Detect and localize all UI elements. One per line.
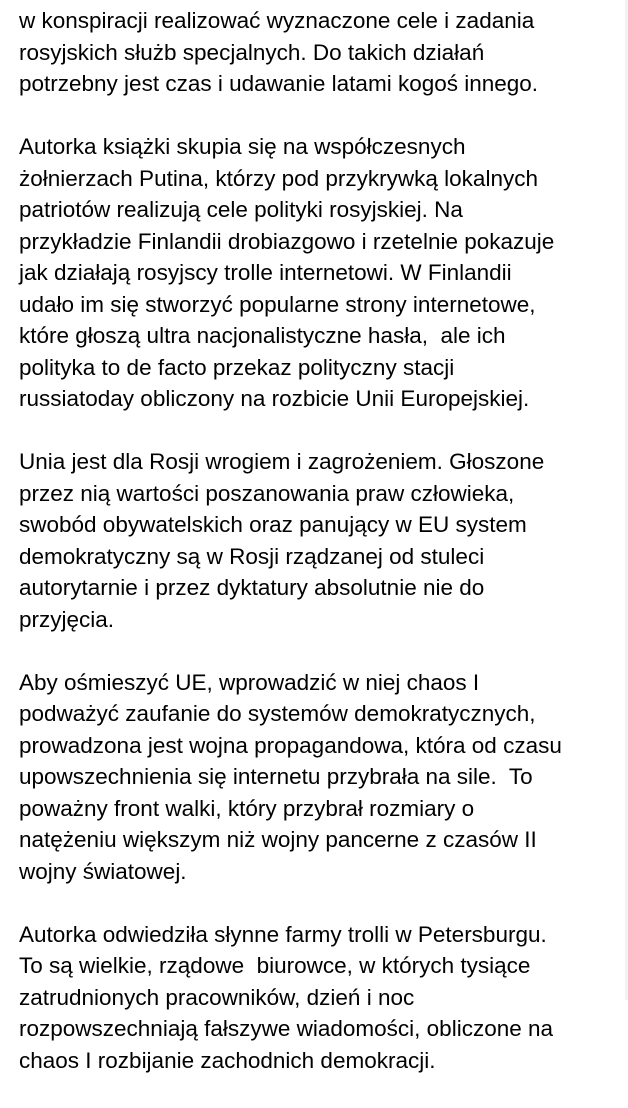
paragraph-eu — [19, 446, 619, 635]
paragraph-intro — [19, 5, 619, 100]
paragraph-propaganda — [19, 667, 619, 888]
text-line: w konspiracji realizować wyznaczone cele i zadania — [19, 8, 535, 33]
text-line: rosyjskich służb specjalnych. Do takich działań — [19, 39, 485, 65]
text-line: Autorka odwiedziła słynne farmy trolli w Petersburgu. — [19, 921, 547, 947]
text-line: poważny front walki, który przybrał rozmiary o — [19, 795, 475, 821]
text-line: autorytarnie i przez dyktatury absolutnie nie do — [19, 575, 485, 600]
text-line: Autorka książki skupia się na współczesnych — [19, 134, 466, 159]
text-line: demokratyczny są w Rosji rządzanej od stuleci — [19, 543, 485, 569]
text-line: rozpowszechniają fałszywe wiadomości, obliczone na — [19, 1016, 554, 1041]
text-line: przez nią wartości poszanowania praw człowieka, — [19, 480, 515, 506]
text-line: przyjęcia. — [19, 606, 115, 632]
text-line: patriotów realizują cele polityki rosyjskiej. Na — [19, 197, 463, 222]
text-line: prowadzona jest wojna propagandowa, która od czasu — [19, 732, 562, 758]
text-line: chaos I rozbijanie zachodnich demokracji. — [19, 1047, 436, 1073]
text-line: żołnierzach Putina, którzy pod przykrywką lokalnych — [19, 165, 538, 191]
text-line: potrzebny jest czas i udawanie latami kogoś innego. — [19, 71, 539, 96]
paragraph-troll-farms — [19, 919, 619, 1077]
text-line: Unia jest dla Rosji wrogiem i zagrożeniem. Głoszone — [19, 449, 545, 474]
text-line: swobód obywatelskich oraz panujący w EU system — [19, 512, 527, 537]
text-line: przykładzie Finlandii drobiazgowo i rzetelnie pokazuje — [19, 228, 555, 254]
text-line: jak działają rosyjscy trolle internetowi. W Finlandii — [19, 260, 512, 285]
text-line: wojny światowej. — [19, 858, 187, 884]
text-line: zatrudnionych pracowników, dzień i noc — [19, 984, 415, 1010]
text-line: podważyć zaufanie do systemów demokratycznych, — [19, 701, 536, 726]
article-text — [19, 5, 619, 1108]
text-line: polityka to de facto przekaz polityczny stacji — [19, 354, 455, 380]
text-line: udało im się stworzyć popularne strony internetowe, — [19, 291, 536, 317]
paragraph-finland — [19, 131, 619, 415]
text-line: natężeniu większym niż wojny pancerne z czasów II — [19, 827, 537, 852]
text-line: russiatoday obliczony na rozbicie Unii Europejskiej. — [19, 386, 530, 411]
text-line: Aby ośmieszyć UE, wprowadzić w niej chaos I — [19, 669, 480, 695]
text-line: To są wielkie, rządowe biurowce, w których tysiące — [19, 953, 531, 978]
text-line: które głoszą ultra nacjonalistyczne hasła, ale ich — [19, 323, 506, 348]
text-line: upowszechnienia się internetu przybrała na sile. To — [19, 764, 533, 789]
